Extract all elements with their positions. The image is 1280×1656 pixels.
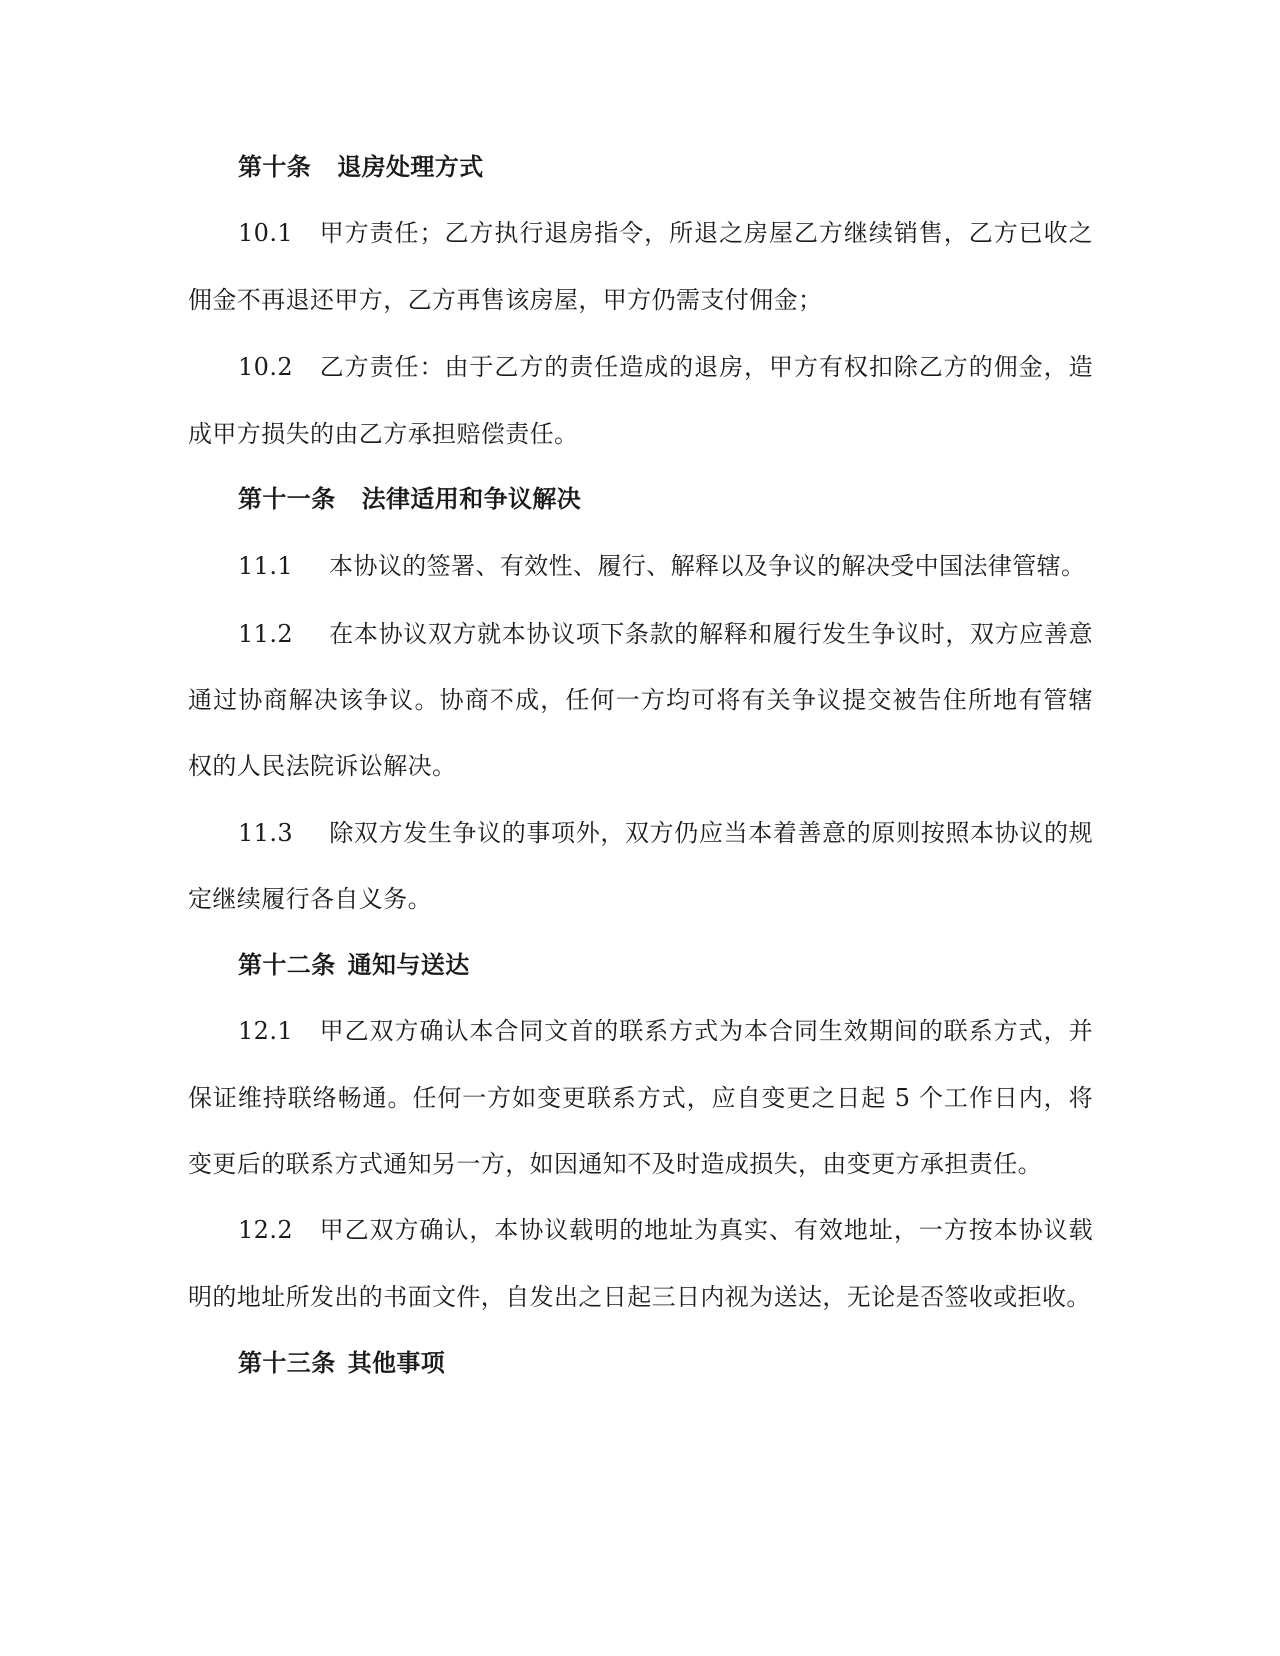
clause-number: 11.2 [238,620,294,648]
section-heading-12 [238,948,1093,982]
clause-11-2-line-2 [188,683,1093,717]
clause-text: 甲乙双方确认本合同文首的联系方式为本合同生效期间的联系方式，并 [319,1017,1093,1045]
heading-number: 第十三条 [238,1348,336,1377]
clause-10-2-line-2 [188,417,1093,451]
clause-text: 甲乙双方确认，本协议载明的地址为真实、有效地址，一方按本协议载 [319,1216,1093,1244]
clause-12-1-line-3 [188,1147,1093,1181]
clause-11-3-line-1 [238,816,1093,850]
heading-title: 通知与送达 [347,950,470,979]
heading-title: 退房处理方式 [337,152,484,181]
clause-text: 在本协议双方就本协议项下条款的解释和履行发生争议时，双方应善意 [329,620,1093,648]
heading-title: 其他事项 [347,1348,446,1377]
clause-10-2-line-1 [238,350,1093,384]
heading-number: 第十一条 [238,484,336,513]
clause-12-1-line-1 [238,1014,1093,1048]
heading-number: 第十二条 [238,950,336,979]
clause-11-3-line-2 [188,882,1093,916]
clause-11-2-line-1 [238,617,1093,651]
clause-number: 11.1 [238,552,294,580]
clause-number: 10.1 [238,219,294,247]
clause-text: 明的地址所发出的书面文件，自发出之日起三日内视为送达，无论是否签收或拒收。 [188,1283,1091,1311]
section-heading-11 [238,482,1093,516]
clause-text: 佣金不再退还甲方，乙方再售该房屋，甲方仍需支付佣金； [188,286,823,314]
heading-title: 法律适用和争议解决 [361,484,582,513]
clause-12-1-line-2 [188,1081,1093,1115]
clause-10-1-line-2 [188,283,1093,317]
section-heading-10 [238,150,1093,184]
clause-11-2-line-3 [188,749,1093,783]
clause-text: 乙方责任：由于乙方的责任造成的退房，甲方有权扣除乙方的佣金，造 [319,353,1093,381]
clause-text: 保证维持联络畅通。任何一方如变更联系方式，应自变更之日起 5 个工作日内，将 [188,1084,1093,1112]
clause-text: 定继续履行各自义务。 [188,885,432,913]
clause-text: 变更后的联系方式通知另一方，如因通知不及时造成损失，由变更方承担责任。 [188,1150,1042,1178]
section-heading-13 [238,1346,1093,1380]
clause-text: 甲方责任；乙方执行退房指令，所退之房屋乙方继续销售，乙方已收之 [319,219,1093,247]
clause-text: 成甲方损失的由乙方承担赔偿责任。 [188,420,579,448]
clause-text: 本协议的签署、有效性、履行、解释以及争议的解决受中国法律管辖。 [329,552,1086,580]
clause-12-2-line-2 [188,1280,1093,1314]
clause-12-2-line-1 [238,1213,1093,1247]
clause-number: 12.1 [238,1017,294,1045]
clause-number: 11.3 [238,819,294,847]
clause-number: 10.2 [238,353,294,381]
clause-10-1-line-1 [238,216,1093,250]
clause-number: 12.2 [238,1216,294,1244]
clause-text: 权的人民法院诉讼解决。 [188,752,457,780]
clause-11-1-line-1 [238,549,1093,583]
clause-text: 除双方发生争议的事项外，双方仍应当本着善意的原则按照本协议的规 [329,819,1093,847]
clause-text: 通过协商解决该争议。协商不成，任何一方均可将有关争议提交被告住所地有管辖 [188,686,1093,714]
heading-number: 第十条 [238,152,312,181]
